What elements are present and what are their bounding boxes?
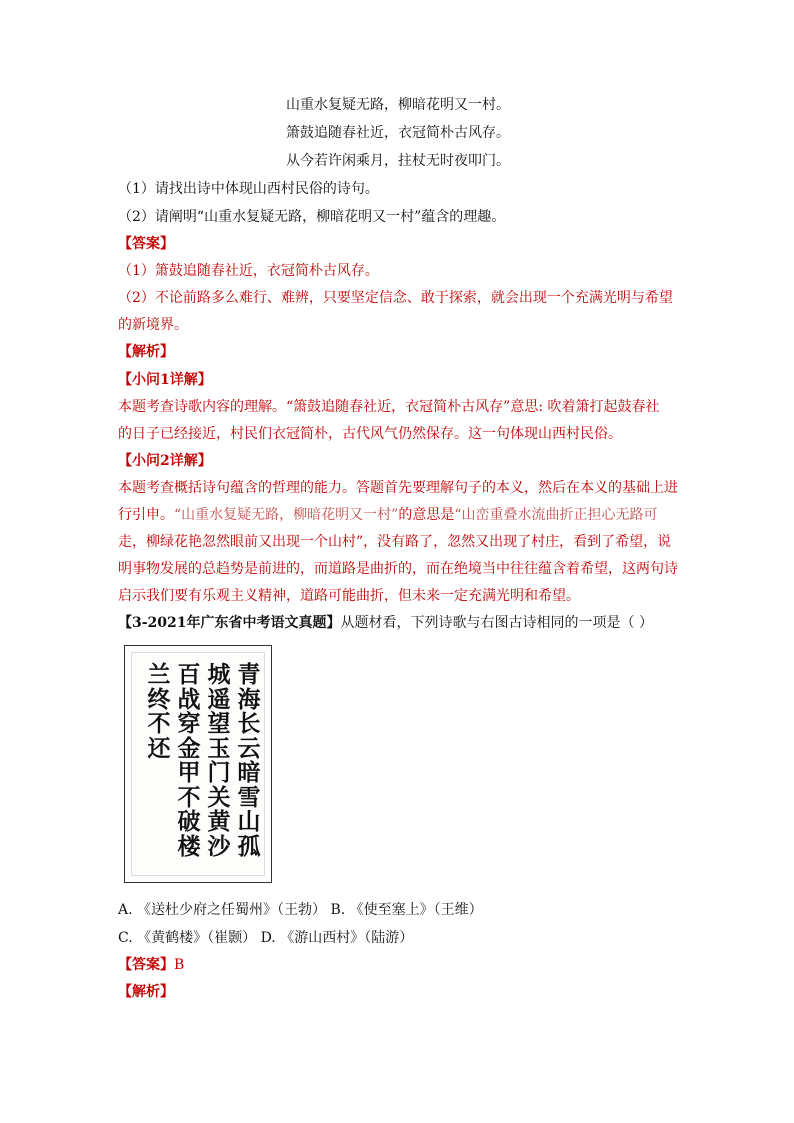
- poem-line-2: 箫鼓追随春社近，衣冠简朴古风存。: [286, 125, 510, 141]
- quoted-meaning-start: “山峦重叠水流曲折正担心无路可: [454, 507, 658, 523]
- calligraphy-column-2: 城遥望玉门关黄沙: [207, 661, 231, 860]
- analysis-tag: 【解析】: [118, 344, 174, 360]
- calligraphy-image: [124, 645, 272, 883]
- question-2-text: 从题材看，下列诗歌与右图古诗相同的一项是（ ）: [340, 615, 653, 631]
- answer-2-line: [118, 955, 678, 975]
- quoted-meaning-end: 走，柳绿花艳忽然眼前又出现一个山村”: [118, 534, 364, 550]
- sub1-line-2: 的日子已经接近，村民们衣冠简朴，古代风气仍然保存。这一句体现山西村民俗。: [118, 426, 622, 442]
- sub2-line-2-part-c: 的意思是: [398, 507, 455, 523]
- analysis-2-tag: 【解析】: [118, 984, 174, 1000]
- question-2-line: [118, 613, 678, 633]
- answer-line-1: （1）箫鼓追随春社近，衣冠简朴古风存。: [118, 263, 379, 279]
- sub2-line-3: [118, 532, 678, 552]
- sub2-line-2-part-a: 行引申。: [118, 507, 174, 523]
- question-prompt-1: （1）请找出诗中体现山西村民俗的诗句。: [118, 181, 379, 197]
- calligraphy-column-3: 百战穿金甲不破楼: [177, 661, 201, 860]
- calligraphy-paper: [131, 652, 265, 876]
- answer-tag: 【答案】: [118, 236, 174, 252]
- sub2-line-2: [118, 505, 678, 525]
- quoted-poem-line: “山重水复疑无路，柳暗花明又一村”: [174, 507, 399, 523]
- answer-2-value: B: [174, 957, 185, 973]
- sub2-line-4: 明事物发展的总趋势是前进的，而道路是曲折的，而在绝境当中往往蕴含着希望，这两句诗: [118, 561, 678, 577]
- source-tag: 【3-2021年广东省中考语文真题】: [118, 615, 341, 631]
- question-prompt-2: （2）请阐明“山重水复疑无路，柳暗花明又一村”蕴含的理趣。: [118, 209, 506, 225]
- answer-line-2: （2）不论前路多么难行、难辨，只要坚定信念、敢于探索，就会出现一个充满光明与希望: [118, 290, 673, 306]
- options-line-1: A. 《送杜少府之任蜀州》（王勃） B. 《使至塞上》（王维）: [118, 902, 483, 918]
- sub-question-2-tag: 【小问2详解】: [118, 453, 212, 469]
- poem-line-1: 山重水复疑无路，柳暗花明又一村。: [286, 97, 510, 113]
- answer-line-3: 的新境界。: [118, 317, 188, 333]
- sub1-line-1: 本题考查诗歌内容的理解。“箫鼓追随春社近，衣冠简朴古风存”意思: 吹着箫打起鼓春社: [118, 399, 660, 415]
- sub-question-1-tag: 【小问1详解】: [118, 372, 212, 388]
- answer-2-tag: 【答案】: [118, 957, 174, 973]
- sub2-line-5: 启示我们要有乐观主义精神，道路可能曲折，但未来一定充满光明和希望。: [118, 588, 580, 604]
- calligraphy-column-4: 兰终不还: [147, 661, 171, 762]
- options-line-2: C. 《黄鹤楼》（崔颢） D. 《游山西村》（陆游）: [118, 930, 414, 946]
- sub2-line-1: 本题考查概括诗句蕴含的哲理的能力。答题首先要理解句子的本义，然后在本义的基础上进: [118, 480, 678, 496]
- sub2-line-3-part-b: ，没有路了，忽然又出现了村庄，看到了希望，说: [363, 534, 672, 550]
- calligraphy-column-1: 青海长云暗雪山孤: [237, 661, 261, 860]
- poem-line-3: 从今若许闲乘月，拄杖无时夜叩门。: [286, 153, 510, 169]
